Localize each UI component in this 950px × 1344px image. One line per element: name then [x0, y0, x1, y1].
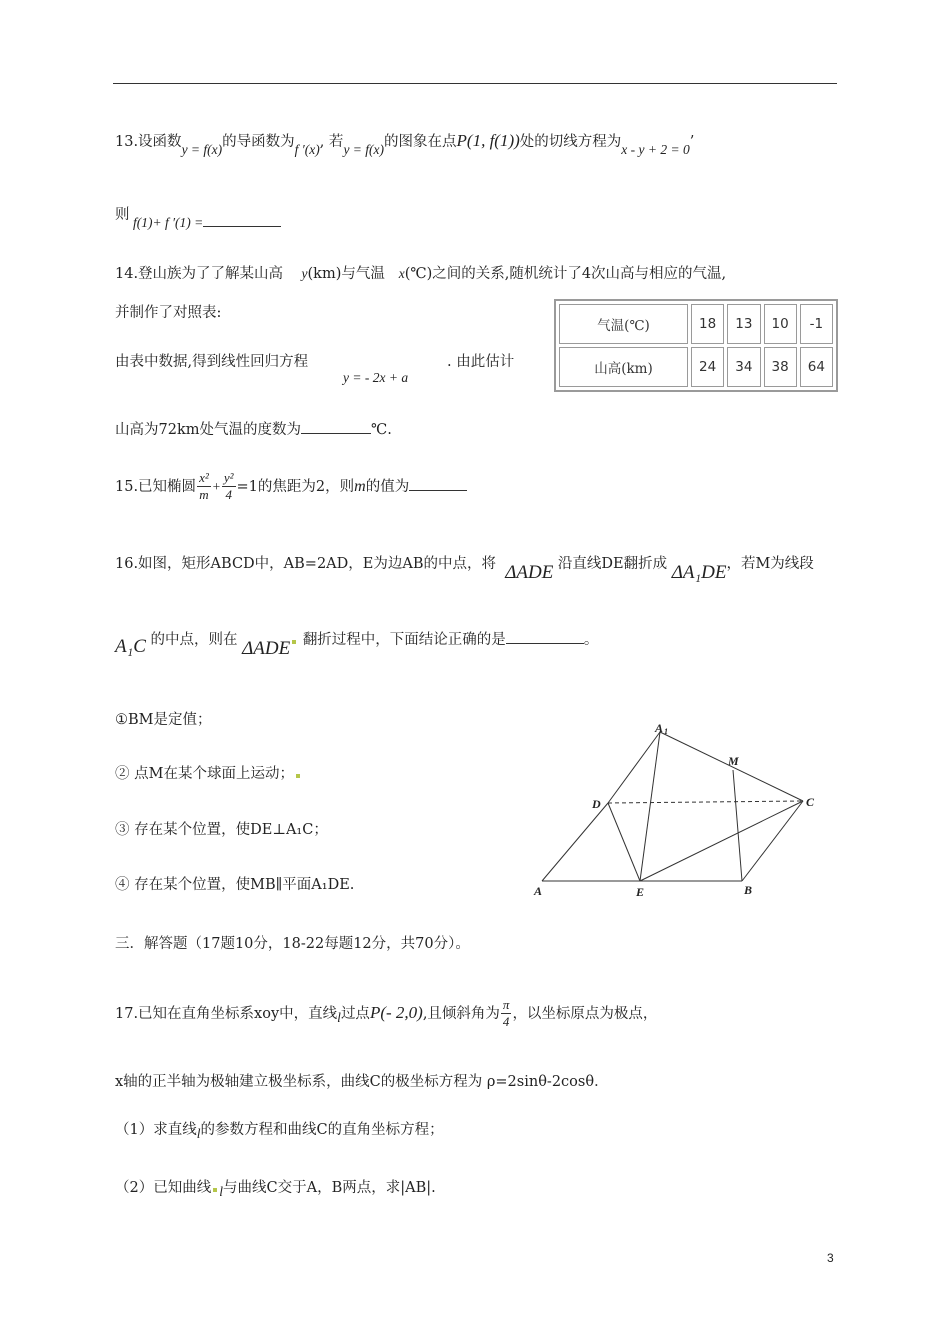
q16-stmt4-text: ④ 存在某个位置，使MB∥平面A₁DE. — [115, 877, 355, 893]
edge-A1E — [640, 732, 660, 881]
table-cell: 24 — [691, 347, 724, 387]
q16-line2 — [115, 628, 599, 659]
q16-stmt3-text: ③ 存在某个位置，使DE⊥A₁C； — [115, 822, 328, 838]
q15-text-c: 的值为 — [365, 478, 410, 495]
label-A1: A — [655, 721, 664, 735]
q17-p2-text-a: （2）已知曲 — [115, 1180, 197, 1196]
q14-text-a: 14.登山族为了了解某山高 — [115, 266, 284, 282]
edge-AD — [542, 803, 608, 881]
data-table — [554, 299, 838, 392]
table-row — [559, 304, 833, 344]
q14-x: x — [398, 266, 405, 281]
table-cell: 10 — [764, 304, 797, 344]
page-number: 3 — [827, 1251, 834, 1265]
q16-segment: A₁C — [115, 636, 146, 657]
q17-point: P(- 2,0) — [369, 1002, 423, 1022]
q14-y: y — [301, 266, 308, 281]
q13-line2 — [115, 203, 130, 224]
q14-text-g: 山高为72km处气温的度数为 — [115, 422, 301, 438]
q17-text-d: ，以坐标原点为极点， — [512, 1005, 658, 1022]
edge-DE — [608, 803, 640, 881]
q15-frac-y — [222, 470, 236, 504]
table-row-label: 气温(℃) — [559, 304, 688, 344]
q17-text-c: ,且倾斜角为 — [422, 1005, 500, 1022]
q13-line1 — [115, 130, 695, 157]
edge-BC — [742, 801, 803, 881]
q16-triangle2: ΔA₁DE — [671, 562, 727, 583]
q14-regression-eq: y = - 2x + a — [343, 370, 409, 385]
q13-text-a: 13.设函数 — [115, 134, 182, 150]
q16-text-b: 沿直线DE翻折成 — [557, 556, 668, 572]
q14-line3b — [447, 350, 514, 371]
edge-EC — [640, 801, 803, 881]
q14-text-e: 由表中数据,得到线性回归方程 — [115, 354, 309, 370]
q17-p1-text-b: 的参数方程和曲线C的直角坐标方程； — [200, 1122, 444, 1138]
q17-p1-text-a: （1）求直线 — [115, 1122, 197, 1138]
label-A: A — [534, 884, 543, 898]
q14-text-c: (℃)之间的关系,随机统计了4次山高与相应的气温, — [404, 266, 727, 282]
q14-text-d: 并制作了对照表: — [115, 305, 222, 321]
label-D: D — [592, 797, 601, 811]
q16-text-a: 16.如图，矩形ABCD中，AB=2AD，E为边AB的中点，将 — [115, 556, 496, 572]
q13-text-c: , 若 — [319, 134, 344, 150]
q15-m: m — [354, 477, 366, 495]
mark-dot — [296, 774, 300, 778]
q17-line2 — [115, 1070, 609, 1091]
q17-text-a: 17.已知在直角坐标系xoy中，直线 — [115, 1005, 338, 1022]
q16-answer-blank — [506, 631, 584, 644]
q14-line1 — [115, 262, 726, 283]
q17-part1 — [115, 1118, 444, 1139]
q16-text-f: 。 — [583, 632, 599, 648]
label-C: C — [806, 795, 815, 809]
q17-l: l — [337, 1009, 341, 1025]
edge-MB — [733, 770, 742, 881]
q15-frac-den1: m — [199, 487, 209, 503]
q13-tangent-eq: x - y + 2 = 0 — [621, 142, 690, 157]
q13-text-e: 处的切线方程为 — [519, 134, 622, 150]
q15-frac-den2: 4 — [225, 487, 232, 503]
q15-frac-x — [197, 470, 211, 504]
table-row-label: 山高(km) — [559, 347, 688, 387]
q13-point: P(1, f(1)) — [456, 131, 520, 150]
q15-answer-blank — [409, 478, 467, 491]
header-rule — [113, 83, 837, 84]
q17-frac-den: 4 — [502, 1014, 510, 1030]
q16-text-e: 翻折过程中，下面结论正确的是 — [302, 632, 506, 648]
q16-stmt1-text: ①BM是定值； — [115, 712, 212, 728]
q17-angle-frac — [501, 997, 512, 1031]
q15-frac-num1: x² — [197, 470, 211, 487]
q13-text-g: 则 — [115, 207, 130, 223]
q16-line1 — [115, 552, 814, 583]
section-3-text: 三．解答题（17题10分，18-22每题12分，共70分）。 — [115, 936, 470, 952]
q14-text-f: . 由此估计 — [447, 354, 515, 370]
q17-text-b: 过点 — [340, 1005, 370, 1022]
q14-line2 — [115, 301, 221, 322]
q16-text-c: ，若M为线段 — [726, 556, 814, 572]
table-cell: 34 — [727, 347, 760, 387]
mark-dot — [213, 1188, 217, 1192]
q13-expr: f(1)+ f ′(1) = — [133, 215, 204, 230]
q16-stmt3 — [115, 818, 328, 839]
q17-part2 — [115, 1176, 436, 1197]
q15-line — [115, 470, 467, 504]
table-cell: 13 — [727, 304, 760, 344]
geometry-figure — [528, 720, 828, 900]
q16-stmt4 — [115, 873, 354, 894]
q16-triangle1: ΔADE — [505, 562, 554, 583]
table-cell: 38 — [764, 347, 797, 387]
table-cell: -1 — [800, 304, 833, 344]
q16-stmt2-text: ② 点M在某个球面上运动； — [115, 766, 294, 782]
q15-text-a: 15.已知椭圆 — [115, 478, 197, 495]
q15-frac-num2: y² — [222, 470, 236, 487]
q13-text-f: ’ — [689, 134, 695, 150]
q17-l: l — [219, 1184, 223, 1199]
q17-p2-text-c: 与曲线C交于A，B两点，求|AB|. — [223, 1180, 436, 1196]
q17-line1 — [115, 997, 657, 1031]
q17-p2-text-b: 线 — [196, 1180, 212, 1196]
label-A1-subscript: 1 — [664, 727, 668, 736]
table-row — [559, 347, 833, 387]
label-M: M — [728, 754, 739, 768]
label-B: B — [744, 883, 753, 897]
q13-text-d: 的图象在点 — [384, 134, 457, 150]
q16-stmt1 — [115, 708, 212, 729]
q13-line2-expr — [133, 214, 281, 231]
q13-func2: y = f(x) — [343, 142, 385, 157]
q17-text-e: x轴的正半轴为极轴建立极坐标系，曲线C的极坐标方程为 ρ=2sinθ-2cosθ． — [115, 1074, 609, 1090]
q14-text-b: (km)与气温 — [307, 266, 385, 282]
table-cell: 18 — [691, 304, 724, 344]
edge-DC-dashed — [608, 801, 803, 803]
table-cell: 64 — [800, 347, 833, 387]
q13-answer-blank — [203, 214, 281, 227]
q15-text-b: =1的焦距为2，则 — [236, 478, 355, 495]
q14-line3 — [115, 350, 308, 371]
q14-text-h: ℃. — [371, 422, 392, 438]
q17-frac-num: π — [501, 997, 512, 1014]
q16-text-d: 的中点，则在 — [150, 632, 238, 648]
q17-l: l — [196, 1126, 201, 1141]
q16-triangle3: ΔADE — [242, 638, 291, 659]
label-E: E — [636, 885, 645, 899]
q14-answer-blank — [301, 421, 371, 434]
mark-dot — [292, 640, 296, 644]
q14-regression — [343, 370, 408, 386]
q13-text-b: 的导函数为 — [222, 134, 295, 150]
section-3-heading — [115, 932, 470, 953]
q13-func: y = f(x) — [181, 142, 223, 157]
q15-plus: + — [211, 478, 221, 494]
q14-line4 — [115, 418, 392, 439]
q13-derivative: f ′(x) — [294, 142, 320, 157]
q16-stmt2 — [115, 762, 302, 783]
